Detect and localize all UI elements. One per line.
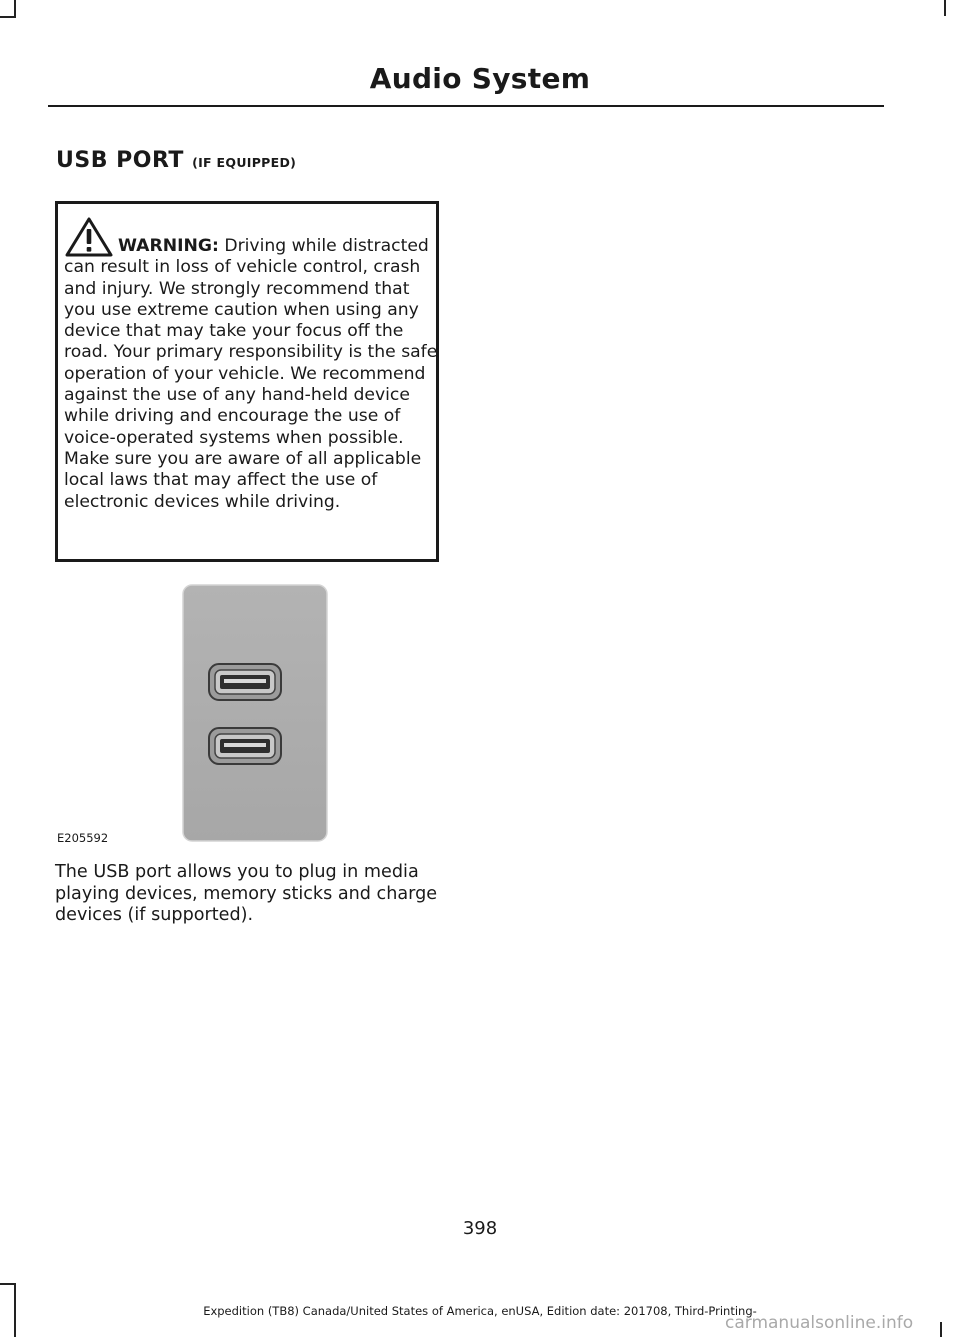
header-divider [48, 105, 884, 107]
usb-port-lower [209, 728, 281, 764]
figure-id: E205592 [57, 831, 109, 845]
warning-text [64, 236, 440, 513]
page-header-title: Audio System [369, 62, 591, 95]
warning-body: Driving while distracted can result in loss of vehicle control, crash and injury. We strongly recommend that you use extreme caution when using any device that may take your focus off the road. Your primary responsibility is the safe operation of your vehicle. We recommend against the use of any hand-held device while driving and encourage the use of voice-operated systems when possible. Make sure you are aware of all applicable local laws that may affect the use of electronic devices while driving. [64, 236, 438, 512]
section-qualifier: (IF EQUIPPED) [192, 155, 297, 170]
crop-mark-bottom-right [940, 1322, 942, 1337]
usb-ports-image [182, 584, 328, 842]
usb-port-upper [209, 664, 281, 700]
body-paragraph: The USB port allows you to plug in media playing devices, memory sticks and charge devices (if supported). [55, 862, 438, 926]
warning-box [55, 201, 439, 562]
crop-mark-top-left [0, 16, 16, 18]
crop-mark-top-right [944, 0, 946, 16]
warning-label: WARNING: [118, 236, 219, 256]
section-heading [56, 148, 296, 173]
crop-mark-bottom-left [0, 1283, 16, 1285]
page-number: 398 [462, 1218, 498, 1239]
footer-edition: Expedition (TB8) Canada/United States of America, enUSA, Edition date: 201708, Third-Printing- [203, 1304, 757, 1318]
section-title: USB PORT [56, 148, 184, 173]
watermark: carmanualsonline.info [725, 1313, 914, 1333]
